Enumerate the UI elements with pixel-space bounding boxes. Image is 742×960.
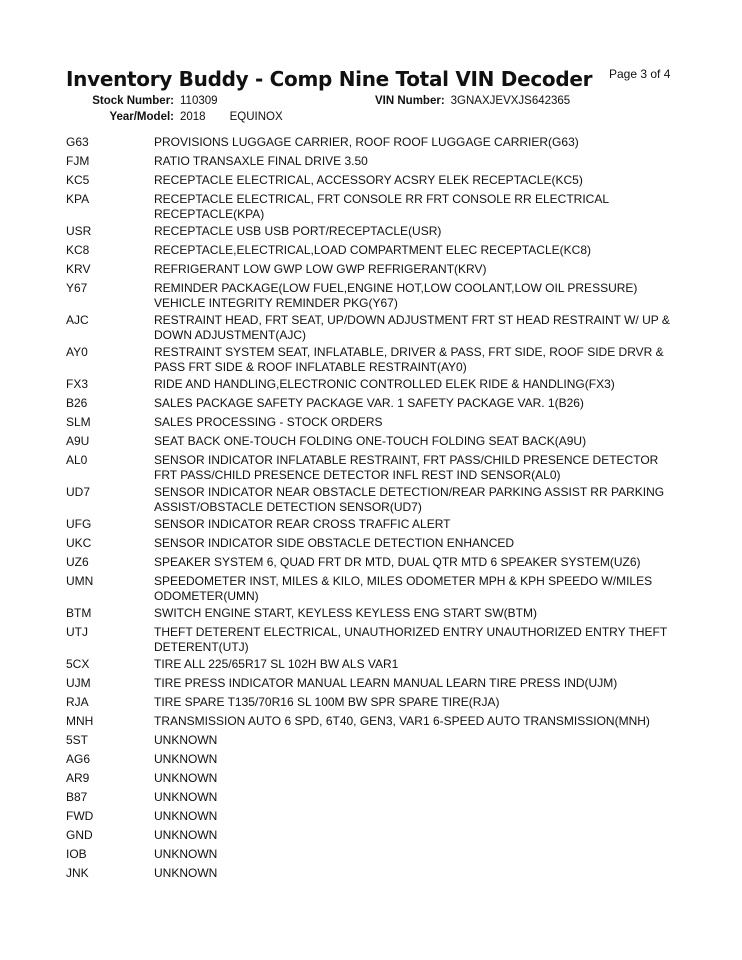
option-description: UNKNOWN xyxy=(154,733,218,747)
option-description: SEAT BACK ONE-TOUCH FOLDING ONE-TOUCH FOLDING SEAT BACK(A9U) xyxy=(154,434,587,448)
vin-label: VIN Number: xyxy=(375,95,445,107)
option-description: REMINDER PACKAGE(LOW FUEL,ENGINE HOT,LOW COOLANT,LOW OIL PRESSURE) VEHICLE INTEGRITY REMINDER PKG(Y67) xyxy=(154,281,638,310)
stock-number-label: Stock Number: xyxy=(92,95,174,107)
option-description: RESTRAINT SYSTEM SEAT, INFLATABLE, DRIVER & PASS, FRT SIDE, ROOF SIDE DRVR & PASS FRT SIDE & ROOF INFLATABLE RESTRAINT(AY0) xyxy=(154,345,664,374)
option-description: UNKNOWN xyxy=(154,828,218,842)
stock-number-value: 110309 xyxy=(180,95,218,107)
option-code: UD7 xyxy=(66,485,91,499)
option-code: BTM xyxy=(66,606,92,620)
option-description: SENSOR INDICATOR INFLATABLE RESTRAINT, FRT PASS/CHILD PRESENCE DETECTOR FRT PASS/CHILD PRESENCE DETECTOR INFL REST IND SENSOR(AL0) xyxy=(154,453,659,482)
option-description: UNKNOWN xyxy=(154,809,218,823)
option-description: REFRIGERANT LOW GWP LOW GWP REFRIGERANT(KRV) xyxy=(154,262,487,276)
option-description: PROVISIONS LUGGAGE CARRIER, ROOF ROOF LUGGAGE CARRIER(G63) xyxy=(154,135,579,149)
option-description: UNKNOWN xyxy=(154,866,218,880)
option-code: AL0 xyxy=(66,453,88,467)
option-code: B87 xyxy=(66,790,88,804)
option-description: RESTRAINT HEAD, FRT SEAT, UP/DOWN ADJUSTMENT FRT ST HEAD RESTRAINT W/ UP & DOWN ADJUSTMENT(AJC) xyxy=(154,313,670,342)
option-description: RATIO TRANSAXLE FINAL DRIVE 3.50 xyxy=(154,154,368,168)
option-description: RECEPTACLE,ELECTRICAL,LOAD COMPARTMENT ELEC RECEPTACLE(KC8) xyxy=(154,243,591,257)
option-code: USR xyxy=(66,224,92,238)
vin-value: 3GNAXJEVXJS642365 xyxy=(450,95,571,107)
option-description: SENSOR INDICATOR NEAR OBSTACLE DETECTION/REAR PARKING ASSIST RR PARKING ASSIST/OBSTACLE DETECTION SENSOR(UD7) xyxy=(154,485,665,514)
option-description: TRANSMISSION AUTO 6 SPD, 6T40, GEN3, VAR1 6-SPEED AUTO TRANSMISSION(MNH) xyxy=(154,714,650,728)
option-code: AG6 xyxy=(66,752,91,766)
option-code: SLM xyxy=(66,415,91,429)
option-code: UTJ xyxy=(66,625,88,639)
option-description: SWITCH ENGINE START, KEYLESS KEYLESS ENG START SW(BTM) xyxy=(154,606,537,620)
option-code: IOB xyxy=(66,847,87,861)
option-description: SPEAKER SYSTEM 6, QUAD FRT DR MTD, DUAL QTR MTD 6 SPEAKER SYSTEM(UZ6) xyxy=(154,555,641,569)
option-code: AR9 xyxy=(66,771,90,785)
option-description: TIRE PRESS INDICATOR MANUAL LEARN MANUAL LEARN TIRE PRESS IND(UJM) xyxy=(154,676,618,690)
option-description: RECEPTACLE USB USB PORT/RECEPTACLE(USR) xyxy=(154,224,442,238)
option-code: 5CX xyxy=(66,657,90,671)
page-number: Page 3 of 4 xyxy=(609,67,671,81)
option-description: SENSOR INDICATOR SIDE OBSTACLE DETECTION ENHANCED xyxy=(154,536,515,550)
option-code: B26 xyxy=(66,396,88,410)
option-code: 5ST xyxy=(66,733,89,747)
option-description: SENSOR INDICATOR REAR CROSS TRAFFIC ALERT xyxy=(154,517,451,531)
option-description: UNKNOWN xyxy=(154,771,218,785)
option-description: RIDE AND HANDLING,ELECTRONIC CONTROLLED ELEK RIDE & HANDLING(FX3) xyxy=(154,377,615,391)
option-code: A9U xyxy=(66,434,90,448)
option-code: UMN xyxy=(66,574,94,588)
option-description: THEFT DETERENT ELECTRICAL, UNAUTHORIZED ENTRY UNAUTHORIZED ENTRY THEFT DETERENT(UTJ) xyxy=(154,625,667,654)
option-code: FWD xyxy=(66,809,94,823)
option-description: UNKNOWN xyxy=(154,752,218,766)
option-code: KRV xyxy=(66,262,91,276)
option-code: UZ6 xyxy=(66,555,89,569)
option-code: G63 xyxy=(66,135,89,149)
option-code: UFG xyxy=(66,517,92,531)
option-code: FX3 xyxy=(66,377,89,391)
option-description: UNKNOWN xyxy=(154,847,218,861)
option-code: GND xyxy=(66,828,93,842)
option-code: FJM xyxy=(66,154,90,168)
option-code: KPA xyxy=(66,192,90,206)
option-description: SALES PACKAGE SAFETY PACKAGE VAR. 1 SAFETY PACKAGE VAR. 1(B26) xyxy=(154,396,584,410)
option-code: KC8 xyxy=(66,243,90,257)
option-code: Y67 xyxy=(66,281,88,295)
option-description: TIRE SPARE T135/70R16 SL 100M BW SPR SPARE TIRE(RJA) xyxy=(154,695,500,709)
year-model-label: Year/Model: xyxy=(109,111,174,123)
option-description: UNKNOWN xyxy=(154,790,218,804)
option-description: RECEPTACLE ELECTRICAL, FRT CONSOLE RR FRT CONSOLE RR ELECTRICAL RECEPTACLE(KPA) xyxy=(154,192,609,221)
option-code: RJA xyxy=(66,695,89,709)
year-value: 2018 xyxy=(180,111,206,123)
option-code: KC5 xyxy=(66,173,90,187)
option-code: MNH xyxy=(66,714,94,728)
option-code: AJC xyxy=(66,313,89,327)
option-code: UKC xyxy=(66,536,92,550)
model-value: EQUINOX xyxy=(229,111,283,123)
option-code: AY0 xyxy=(66,345,88,359)
page-title: Inventory Buddy - Comp Nine Total VIN Decoder xyxy=(66,67,593,91)
option-description: SALES PROCESSING - STOCK ORDERS xyxy=(154,415,383,429)
option-description: SPEEDOMETER INST, MILES & KILO, MILES ODOMETER MPH & KPH SPEEDO W/MILES ODOMETER(UMN) xyxy=(154,574,653,603)
option-code: UJM xyxy=(66,676,91,690)
option-code: JNK xyxy=(66,866,89,880)
option-description: RECEPTACLE ELECTRICAL, ACCESSORY ACSRY ELEK RECEPTACLE(KC5) xyxy=(154,173,583,187)
option-description: TIRE ALL 225/65R17 SL 102H BW ALS VAR1 xyxy=(154,657,399,671)
